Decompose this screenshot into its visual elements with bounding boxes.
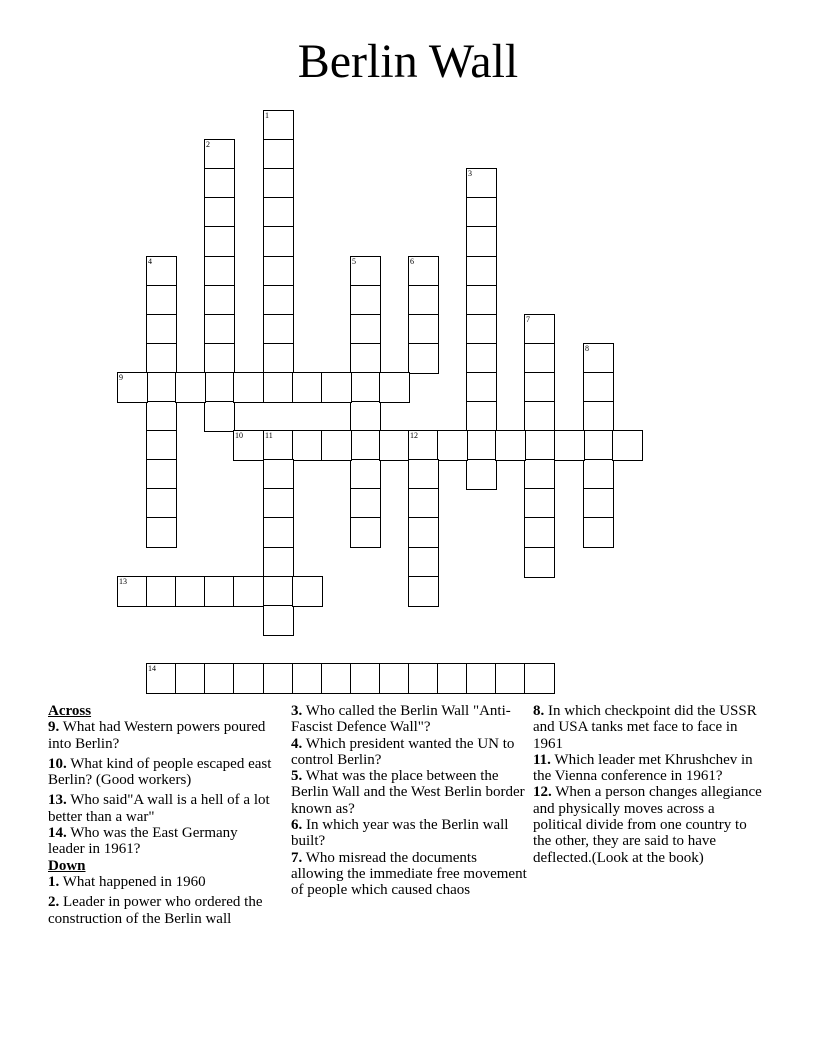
- grid-cell[interactable]: [263, 459, 294, 490]
- grid-cell[interactable]: [408, 663, 439, 694]
- grid-cell[interactable]: [554, 430, 585, 461]
- grid-cell[interactable]: [146, 343, 177, 374]
- grid-cell[interactable]: [350, 285, 381, 316]
- cell-number: 14: [148, 664, 156, 673]
- grid-cell[interactable]: [146, 663, 177, 694]
- grid-cell[interactable]: [408, 488, 439, 519]
- clue-down-1: 1. What happened in 1960: [48, 873, 206, 890]
- grid-cell[interactable]: [263, 256, 294, 287]
- clue-down-7: 7. Who misread the documents allowing the immediate free movement of people which caused chaos: [291, 849, 527, 899]
- grid-cell[interactable]: [233, 430, 264, 461]
- grid-cell[interactable]: [204, 343, 235, 374]
- grid-cell[interactable]: [204, 285, 235, 316]
- grid-cell[interactable]: [524, 372, 555, 403]
- grid-cell[interactable]: [350, 256, 381, 287]
- grid-cell[interactable]: [583, 372, 614, 403]
- grid-cell[interactable]: [408, 256, 439, 287]
- clue-across-13: 13. Who said"A wall is a hell of a lot better than a war": [48, 792, 270, 825]
- cell-number: 10: [235, 431, 243, 440]
- grid-cell[interactable]: [233, 372, 264, 403]
- cell-number: 8: [585, 344, 589, 353]
- cell-number: 1: [265, 111, 269, 120]
- grid-cell[interactable]: [263, 226, 294, 257]
- grid-cell[interactable]: [466, 226, 497, 257]
- grid-cell[interactable]: [408, 459, 439, 490]
- grid-cell[interactable]: [408, 285, 439, 316]
- grid-cell[interactable]: [466, 372, 497, 403]
- across-heading: Across: [48, 703, 92, 719]
- grid-cell[interactable]: [524, 401, 555, 432]
- grid-cell[interactable]: [175, 372, 206, 403]
- grid-cell[interactable]: [263, 547, 294, 578]
- grid-cell[interactable]: [204, 576, 235, 607]
- grid-cell[interactable]: [350, 372, 381, 403]
- grid-cell[interactable]: [263, 605, 294, 636]
- grid-cell[interactable]: [321, 663, 352, 694]
- clue-down-6: 6. In which year was the Berlin wall built?: [291, 817, 509, 850]
- grid-cell[interactable]: [466, 343, 497, 374]
- clue-down-3: 3. Who called the Berlin Wall "Anti-Fascist Defence Wall"?: [291, 703, 511, 736]
- across-clues-column: [48, 703, 278, 931]
- grid-cell[interactable]: [495, 430, 526, 461]
- grid-cell[interactable]: [583, 517, 614, 548]
- grid-cell[interactable]: [350, 343, 381, 374]
- grid-cell[interactable]: [146, 459, 177, 490]
- grid-cell[interactable]: [466, 663, 497, 694]
- grid-cell[interactable]: [263, 110, 294, 141]
- down-heading: Down: [48, 857, 86, 874]
- grid-cell[interactable]: [350, 517, 381, 548]
- grid-cell[interactable]: [146, 285, 177, 316]
- grid-cell[interactable]: [204, 256, 235, 287]
- grid-cell[interactable]: [146, 401, 177, 432]
- clue-across-14: 14. Who was the East Germany leader in 1961?: [48, 825, 238, 858]
- cell-number: 3: [468, 169, 472, 178]
- grid-cell[interactable]: [263, 663, 294, 694]
- grid-cell[interactable]: [379, 430, 410, 461]
- grid-cell[interactable]: [583, 430, 614, 461]
- grid-cell[interactable]: [263, 343, 294, 374]
- grid-cell[interactable]: [117, 576, 148, 607]
- grid-cell[interactable]: [117, 372, 148, 403]
- grid-cell[interactable]: [350, 459, 381, 490]
- grid-cell[interactable]: [350, 401, 381, 432]
- grid-cell[interactable]: [612, 430, 643, 461]
- grid-cell[interactable]: [204, 226, 235, 257]
- down-clues-column-1: [291, 703, 527, 899]
- grid-cell[interactable]: [263, 372, 294, 403]
- clue-down-11: 11. Which leader met Khrushchev in the Vienna conference in 1961?: [533, 751, 753, 785]
- grid-cell[interactable]: [204, 197, 235, 228]
- cell-number: 12: [410, 431, 418, 440]
- clue-across-10: 10. What kind of people escaped east Berlin? (Good workers): [48, 755, 272, 789]
- cell-number: 4: [148, 257, 152, 266]
- clue-down-4: 4. Which president wanted the UN to control Berlin?: [291, 735, 515, 768]
- grid-cell[interactable]: [263, 139, 294, 170]
- grid-cell[interactable]: [466, 168, 497, 199]
- grid-cell[interactable]: [263, 314, 294, 345]
- grid-cell[interactable]: [466, 256, 497, 287]
- cell-number: 11: [265, 431, 273, 440]
- grid-cell[interactable]: [233, 663, 264, 694]
- grid-cell[interactable]: [350, 314, 381, 345]
- grid-cell[interactable]: [408, 576, 439, 607]
- grid-cell[interactable]: [321, 430, 352, 461]
- grid-cell[interactable]: [292, 663, 323, 694]
- grid-cell[interactable]: [146, 314, 177, 345]
- grid-cell[interactable]: [292, 430, 323, 461]
- grid-cell[interactable]: [146, 430, 177, 461]
- grid-cell[interactable]: [321, 372, 352, 403]
- cell-number: 7: [526, 315, 530, 324]
- grid-cell[interactable]: [524, 314, 555, 345]
- grid-cell[interactable]: [204, 663, 235, 694]
- grid-cell[interactable]: [408, 343, 439, 374]
- grid-cell[interactable]: [263, 168, 294, 199]
- grid-cell[interactable]: [204, 314, 235, 345]
- cell-number: 6: [410, 257, 414, 266]
- puzzle-title: Berlin Wall: [297, 35, 519, 88]
- grid-cell[interactable]: [583, 488, 614, 519]
- grid-cell[interactable]: [379, 663, 410, 694]
- cell-number: 2: [206, 140, 210, 149]
- grid-cell[interactable]: [583, 401, 614, 432]
- cell-number: 5: [352, 257, 356, 266]
- grid-cell[interactable]: [524, 343, 555, 374]
- grid-cell[interactable]: [437, 663, 468, 694]
- clue-down-12: 12. When a person changes allegiance and physically moves across a political divide from one country to the other, they are said to have deflected.(Look at the book): [533, 784, 762, 866]
- clue-down-5: 5. What was the place between the Berlin Wall and the West Berlin border known as?: [291, 768, 525, 817]
- grid-cell[interactable]: [466, 459, 497, 490]
- grid-cell[interactable]: [466, 430, 497, 461]
- grid-cell[interactable]: [466, 401, 497, 432]
- grid-cell[interactable]: [175, 663, 206, 694]
- grid-cell[interactable]: [524, 430, 555, 461]
- grid-cell[interactable]: [204, 168, 235, 199]
- grid-cell[interactable]: [175, 576, 206, 607]
- grid-cell[interactable]: [263, 197, 294, 228]
- grid-cell[interactable]: [495, 663, 526, 694]
- grid-cell[interactable]: [437, 430, 468, 461]
- grid-cell[interactable]: [524, 488, 555, 519]
- cell-number: 9: [119, 373, 123, 382]
- grid-cell[interactable]: [466, 314, 497, 345]
- grid-cell[interactable]: [466, 197, 497, 228]
- clue-down-2: 2. Leader in power who ordered the construction of the Berlin wall: [48, 894, 263, 927]
- clue-down-8: 8. In which checkpoint did the USSR and USA tanks met face to face in 1961: [533, 703, 757, 752]
- grid-cell[interactable]: [524, 459, 555, 490]
- grid-cell[interactable]: [350, 663, 381, 694]
- grid-cell[interactable]: [408, 430, 439, 461]
- grid-cell[interactable]: [379, 372, 410, 403]
- grid-cell[interactable]: [146, 576, 177, 607]
- grid-cell[interactable]: [233, 576, 264, 607]
- grid-cell[interactable]: [524, 547, 555, 578]
- grid-cell[interactable]: [146, 488, 177, 519]
- grid-cell[interactable]: [292, 576, 323, 607]
- cell-number: 13: [119, 577, 127, 586]
- grid-cell[interactable]: [263, 576, 294, 607]
- grid-cell[interactable]: [408, 547, 439, 578]
- grid-cell[interactable]: [583, 343, 614, 374]
- grid-cell[interactable]: [350, 430, 381, 461]
- grid-cell[interactable]: [524, 663, 555, 694]
- grid-cell[interactable]: [263, 488, 294, 519]
- grid-cell[interactable]: [146, 517, 177, 548]
- grid-cell[interactable]: [204, 139, 235, 170]
- grid-cell[interactable]: [263, 285, 294, 316]
- clue-across-9: 9. What had Western powers poured into Berlin?: [48, 719, 266, 752]
- grid-cell[interactable]: [408, 517, 439, 548]
- grid-cell[interactable]: [204, 401, 235, 432]
- grid-cell[interactable]: [524, 517, 555, 548]
- grid-cell[interactable]: [408, 314, 439, 345]
- grid-cell[interactable]: [466, 285, 497, 316]
- grid-cell[interactable]: [263, 517, 294, 548]
- grid-cell[interactable]: [263, 430, 294, 461]
- grid-cell[interactable]: [146, 256, 177, 287]
- grid-cell[interactable]: [292, 372, 323, 403]
- grid-cell[interactable]: [583, 459, 614, 490]
- grid-cell[interactable]: [146, 372, 177, 403]
- grid-cell[interactable]: [204, 372, 235, 403]
- down-clues-column-2: [533, 703, 763, 866]
- grid-cell[interactable]: [350, 488, 381, 519]
